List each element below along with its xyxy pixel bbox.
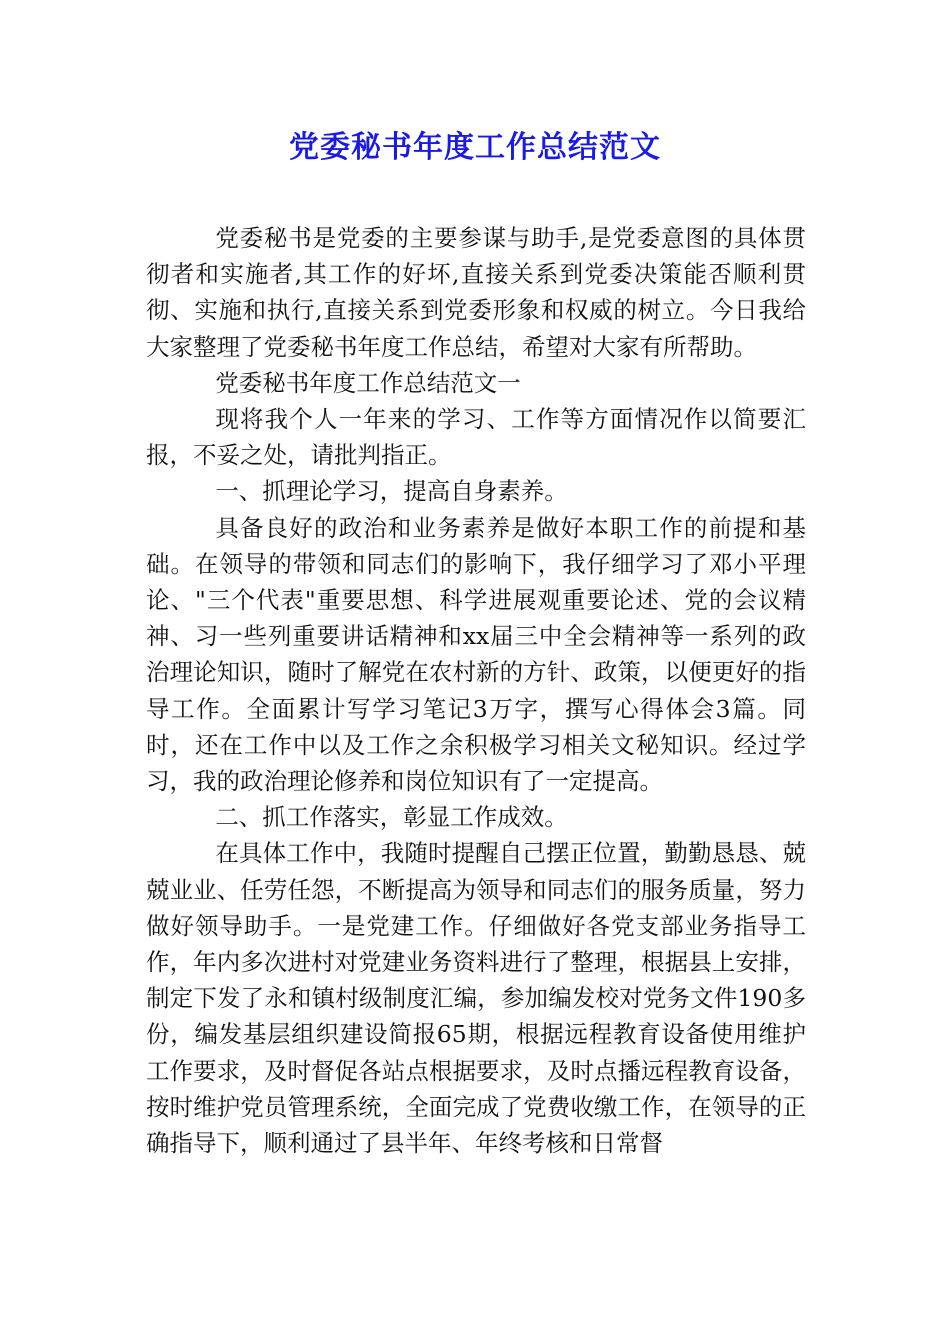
paragraph-theory-study: 具备良好的政治和业务素养是做好本职工作的前提和基础。在领导的带领和同志们的影响下，我仔细学习了邓小平理论、"三个代表"重要思想、科学进展观重要论述、党的会议精神、习一些列重要讲话精神和xx届三中全会精神等一系列的政治理论知识，随时了解党在农村新的方针、政策，以便更好的指导工作。全面累计写学习笔记3万字，撰写心得体会3篇。同时，还在工作中以及工作之余积极学习相关文秘知识。经过学习，我的政治理论修养和岗位知识有了一定提高。 [146,513,806,796]
paragraph-work-implementation: 在具体工作中，我随时提醒自己摆正位置，勤勤恳恳、兢兢业业、任劳任怨，不断提高为领导和同志们的服务质量，努力做好领导助手。一是党建工作。仔细做好各党支部业务指导工作，年内多次进村对党建业务资料进行了整理，根据县上安排，制定下发了永和镇村级制度汇编，参加编发校对党务文件190多份，编发基层组织建设简报65期，根据远程教育设备使用维护工作要求，及时督促各站点根据要求，及时点播远程教育设备，按时维护党员管理系统，全面完成了党费收缴工作，在领导的正确指导下，顺利通过了县半年、年终考核和日常督 [146,839,806,1158]
document-title: 党委秘书年度工作总结范文 [289,130,661,165]
paragraph-heading-two: 二、抓工作落实，彰显工作成效。 [215,803,568,832]
paragraph-section-heading: 党委秘书年度工作总结范文一 [215,368,521,397]
paragraph-heading-one: 一、抓理论学习，提高自身素养。 [215,477,568,506]
paragraph-intro: 党委秘书是党委的主要参谋与助手,是党委意图的具体贯彻者和实施者,其工作的好坏,直接关系到党委决策能否顺利贯彻、实施和执行,直接关系到党委形象和权威的树立。今日我给大家整理了党委秘书年度工作总结，希望对大家有所帮助。 [146,224,806,361]
document-body [146,220,806,1161]
paragraph-opening: 现将我个人一年来的学习、工作等方面情况作以简要汇报，不妥之处，请批判指正。 [146,405,806,470]
